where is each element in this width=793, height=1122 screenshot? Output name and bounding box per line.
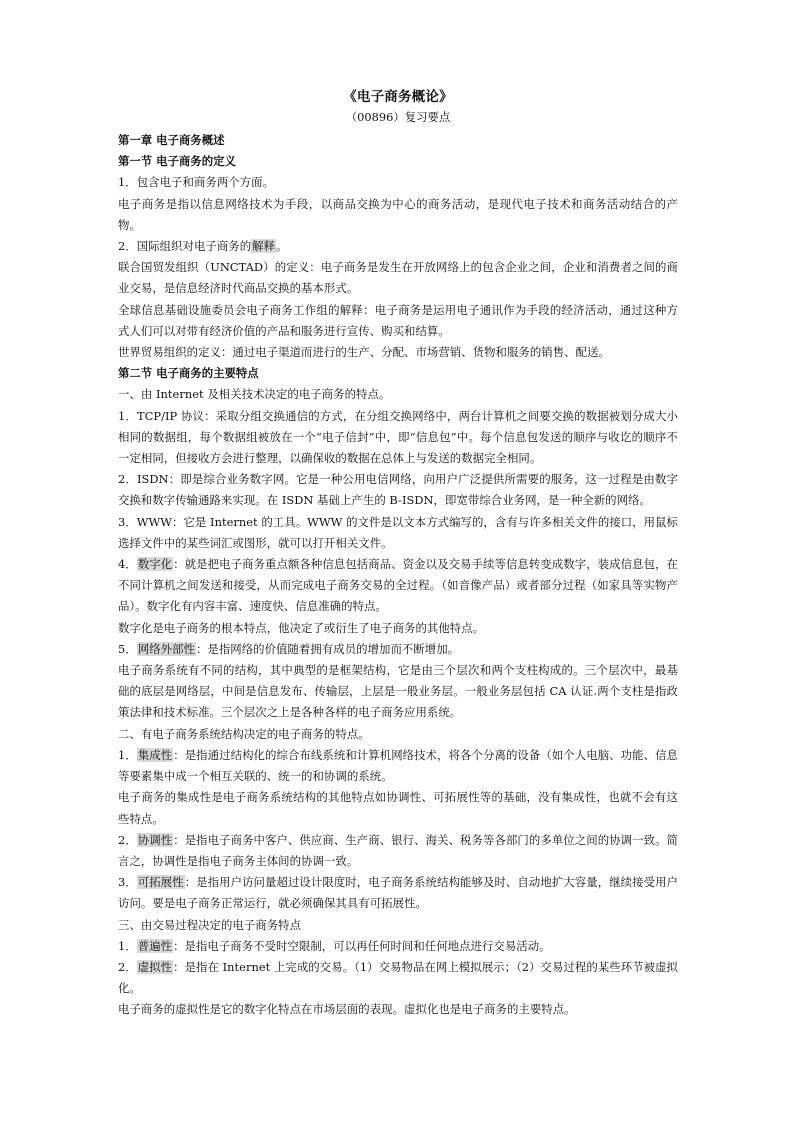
paragraph-text: ：是指电子商务不受时空限制，可以再任何时间和任何地点进行交易活动。 — [173, 938, 551, 953]
paragraph-text: 1． — [118, 938, 137, 953]
gii-definition: 全球信息基础设施委员会电子商务工作组的解释：电子商务是运用电子通讯作为手段的经济活动，通过这种方式人们可以对带有经济价值的产品和服务进行宣传、购买和结算。 — [118, 302, 678, 338]
part-1-heading: 一、由 Internet 及相关技术决定的电子商务的特点。 — [118, 387, 391, 402]
highlighted-term: 集成性 — [137, 747, 173, 762]
document-title: 《电子商务概论》 — [343, 89, 453, 105]
part-3-heading: 三、由交易过程决定的电子商务特点 — [118, 917, 302, 932]
paragraph-text: ：是指通过结构化的综合布线系统和计算机网络技术，将各个分离的设备（如个人电脑、功能、信息等要素集中成一个相互关联的、统一的和协调的系统。 — [118, 747, 678, 784]
digitization-item — [118, 554, 678, 618]
www-item: 3．WWW：它是 Internet 的工具。WWW 的文件是以文本方式编写的，含有与许多相关文件的接口，用鼠标选择文件中的某些词汇或图形，就可以打开相关文件。 — [118, 514, 678, 550]
paragraph-text: 3． — [118, 875, 137, 890]
scalability-item — [118, 872, 678, 914]
part-2-heading: 二、有电子商务系统结构决定的电子商务的特点。 — [118, 726, 370, 741]
paragraph-text: 1． — [118, 747, 137, 762]
coordination-item — [118, 830, 678, 872]
integration-note: 电子商务的集成性是电子商务系统结构的其他特点如协调性、可拓展性等的基础，没有集成性，也就不会有这些特点。 — [118, 790, 678, 826]
tcpip-item: 1．TCP/IP 协议：采取分组交换通信的方式，在分组交换网络中，两台计算机之间要交换的数据被划分成大小相同的数据组，每个数据组被放在一个“电子信封”中，即“信息包”中。每个信息包发送的顺序与收讫的顺序不一定相同，但接收方会进行整理，以确保收的数据在总体上与发送的数据完全相同。 — [118, 408, 678, 466]
document-body — [118, 130, 678, 1021]
paragraph-text: ：是指电子商务中客户、供应商、生产商、银行、海关、税务等各部门的多单位之间的协调一致。简言之，协调性是指电子商务主体间的协调一致。 — [118, 832, 678, 868]
integration-item — [118, 745, 678, 787]
unctad-definition: 联合国贸发组织（UNCTAD）的定义：电子商务是发生在开放网络上的包含企业之间，企业和消费者之间的商业交易，是信息经济时代商品交换的基本形式。 — [118, 260, 678, 296]
paragraph-text: ：就是把电子商务重点额各种信息包括商品、资金以及交易手续等信息转变成数字，装成信息包，在不同计算机之间发送和接受，从而完成电子商务交易的全过程。（如音像产品）或者部分过程（如家具等实物产品）。数字化有内容丰富、速度快、信息准确的特点。 — [118, 557, 678, 614]
definition-paragraph: 电子商务是指以信息网络技术为手段，以商品交换为中心的商务活动，是现代电子技术和商务活动结合的产物。 — [118, 196, 678, 232]
system-structure: 电子商务系统有不同的结构，其中典型的是框架结构，它是由三个层次和两个支柱构成的。三个层次中，最基础的底层是网络层，中间是信息发布、传输层，上层是一般业务层。一般业务层包括 CA 认证.两个支柱是指政策法律和技术标准。三个层次之上是各种各样的电子商务应用系统。 — [118, 663, 678, 720]
wto-definition: 世界贸易组织的定义：通过电子渠道而进行的生产、分配、市场营销、货物和服务的销售、配送。 — [118, 345, 610, 360]
paragraph-text: ：是指在 Internet 上完成的交易。（1）交易物品在网上模拟展示；（2）交易过程的某些环节被虚拟化。 — [118, 959, 678, 996]
highlighted-term: 普遍性 — [137, 938, 173, 953]
highlighted-term: 数字化 — [137, 557, 173, 572]
paragraph-text: 5． — [118, 641, 137, 656]
chapter-1-heading: 第一章 电子商务概述 — [118, 133, 225, 147]
highlighted-term: 虚拟性 — [137, 959, 173, 974]
paragraph-text: 2． — [118, 959, 137, 974]
virtuality-item — [118, 957, 678, 999]
universality-item — [118, 936, 678, 957]
isdn-item: 2．ISDN：即是综合业务数字网。它是一种公用电信网络，向用户广泛提供所需要的服务，这一过程是由数字交换和数字传输通路来实现。在 ISDN 基础上产生的 B-ISDN，即宽带综合业务网，是一种全新的网络。 — [118, 472, 678, 508]
item-1-1: 1．包含电子和商务两个方面。 — [118, 175, 275, 190]
document-page — [118, 84, 678, 1021]
highlighted-term: 协调性 — [137, 832, 173, 847]
highlighted-term: 解释 — [252, 239, 276, 254]
paragraph-text: ：是指用户访问量超过设计限度时，电子商务系统结构能够及时、自动地扩大容量，继续接受用户访问。要是电子商务正常运行，就必须确保其具有可拓展性。 — [118, 875, 678, 911]
paragraph-text: ：是指网络的价值随着拥有成员的增加而不断增加。 — [195, 641, 460, 656]
digitization-note: 数字化是电子商务的根本特点，他决定了或衍生了电子商务的其他特点。 — [118, 620, 485, 635]
highlighted-term: 可拓展性 — [137, 875, 184, 890]
virtuality-note: 电子商务的虚拟性是它的数字化特点在市场层面的表现。虚拟化也是电子商务的主要特点。 — [118, 1002, 576, 1017]
paragraph-text: 2．国际组织对电子商务的 — [118, 239, 252, 254]
paragraph-text: 4． — [118, 557, 137, 572]
highlighted-term: 网络外部性 — [137, 641, 195, 656]
paragraph-text: 2． — [118, 832, 137, 847]
externality-item — [118, 639, 678, 660]
item-1-2 — [118, 236, 678, 257]
section-1-heading: 第一节 电子商务的定义 — [118, 154, 236, 169]
section-2-heading: 第二节 电子商务的主要特点 — [118, 366, 259, 381]
paragraph-text: 。 — [276, 239, 288, 254]
document-subtitle: （00896）复习要点 — [345, 110, 451, 124]
